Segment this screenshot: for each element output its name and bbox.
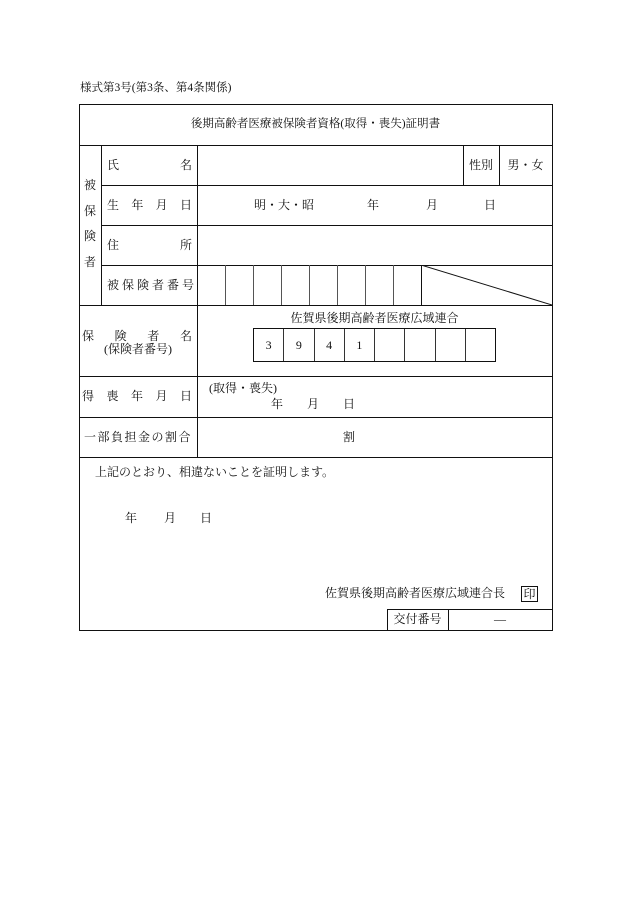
insurer-number-digit: [466, 329, 495, 361]
rule-vertical: [197, 145, 198, 457]
sex-label: 性別: [468, 158, 493, 172]
insured-section-label: 被保険者: [84, 178, 97, 270]
birth-era-options: 明・大・昭: [254, 198, 315, 212]
insurer-number-digit: [436, 329, 466, 361]
certificate-title: 後期高齢者医療被保険者資格(取得・喪失)証明書: [190, 118, 441, 130]
rule-horizontal: [79, 457, 552, 458]
insured-number-box-divider: [225, 265, 226, 305]
insured-number-box-divider: [309, 265, 310, 305]
rule-vertical: [101, 145, 102, 305]
insured-number-box-divider: [281, 265, 282, 305]
void-diagonal-line: [421, 265, 552, 305]
insured-number-box-divider: [253, 265, 254, 305]
birth-month-unit: 月: [426, 198, 439, 212]
insured-number-label: 被 保 険 者 番 号: [107, 278, 195, 292]
issuer-name: 佐賀県後期高齢者医療広域連合長: [325, 586, 506, 600]
birth-year-unit: 年: [367, 198, 380, 212]
insurer-name: 佐賀県後期高齢者医療広域連合: [290, 311, 459, 325]
acquisition-loss-type: (取得・喪失): [209, 381, 277, 395]
issue-number-label: 交付番号: [393, 612, 442, 626]
certification-statement: 上記のとおり、相違ないことを証明します。: [95, 465, 335, 479]
rule-horizontal: [79, 305, 552, 306]
certification-month-unit: 月: [164, 511, 177, 525]
insurer-number-digit: [375, 329, 405, 361]
seal-mark: 印: [521, 586, 538, 602]
insured-number-box-divider: [337, 265, 338, 305]
form-number: 様式第3号(第3条、第4条関係): [80, 82, 232, 94]
sex-options: 男・女: [507, 158, 544, 172]
name-label: 氏 名: [107, 158, 192, 172]
insurer-number-digit: 3: [254, 329, 284, 361]
acquisition-loss-year-unit: 年: [271, 397, 284, 411]
certification-day-unit: 日: [200, 511, 213, 525]
address-label: 住 所: [107, 238, 192, 252]
acquisition-loss-month-unit: 月: [307, 397, 320, 411]
insurer-number-digit: [405, 329, 435, 361]
birth-day-unit: 日: [484, 198, 497, 212]
copayment-ratio-unit: 割: [343, 430, 356, 444]
copayment-ratio-label: 一部負担金の割合: [84, 430, 193, 444]
acquisition-loss-date-label: 得 喪 年 月 日: [82, 389, 192, 403]
insurer-number-digit: 4: [315, 329, 345, 361]
acquisition-loss-day-unit: 日: [343, 397, 356, 411]
insurer-number-digit: 9: [284, 329, 314, 361]
insurer-number-boxes: [253, 328, 496, 362]
certification-year-unit: 年: [125, 511, 138, 525]
issue-number-value: —: [494, 612, 506, 626]
insurer-number-digit: 1: [345, 329, 375, 361]
insured-number-box-divider: [393, 265, 394, 305]
insurer-number-sublabel: (保険者番号): [104, 342, 172, 356]
birth-date-label: 生 年 月 日: [107, 198, 192, 212]
insured-number-box-divider: [365, 265, 366, 305]
insurer-name-label: 保 険 者 名: [82, 329, 192, 343]
